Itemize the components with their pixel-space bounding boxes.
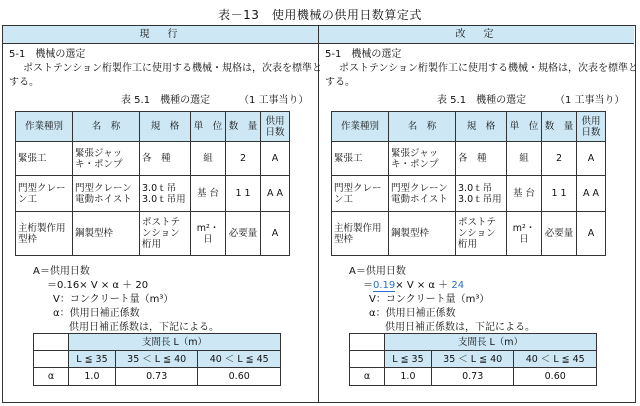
cell-days: A [577,142,606,176]
cell-spec: ポストテンション桁用 [140,212,191,256]
coef-symbol: α [34,368,69,386]
coef-value: 0.73 [115,368,198,386]
formula-alpha-note: 供用日補正係数は，下記による。 [69,322,219,333]
cell-work: 緊張工 [16,142,73,176]
cell-name: 緊張ジャッキ・ポンプ [73,142,140,176]
table-row [16,142,290,176]
cell-unit: 組 [507,142,542,176]
cell-spec: ポストテンション桁用 [456,212,507,256]
formula-alpha-def: α：供用日補正係数 [53,308,140,319]
formula-prefix: ＝ [47,280,57,291]
cell-spec: 3.0ｔ吊 3.0ｔ吊用 [140,176,191,212]
cell-days: A [261,212,290,256]
coefficient-table [33,333,281,386]
formula-coef: 0.16 [57,280,80,291]
col-header-spec: 規 格 [456,112,507,142]
paragraph-line-2: する。 [9,77,39,88]
cell-days: A A [577,176,606,212]
cell-work: 主桁製作用型枠 [16,212,73,256]
coef-blank [34,351,69,368]
cell-spec: 各 種 [140,142,191,176]
table-row [332,142,606,176]
cell-unit: 基 台 [191,176,226,212]
coef-corner [350,334,385,351]
section-heading: 5-1 機械の選定 [325,49,402,60]
panel-revised [319,26,639,402]
formula-coef-revised: 0.19 [373,280,396,291]
formula-alpha-def: α：供用日補正係数 [369,308,456,319]
formula-line-1: A＝供用日数 [349,266,406,277]
cell-spec: 各 種 [456,142,507,176]
formula-middle: × V × α ＋ [79,280,136,291]
panel-current [3,26,323,402]
cell-unit: 基 台 [507,176,542,212]
formula-line-2 [47,280,148,292]
cell-days: A [577,212,606,256]
col-header-spec: 規 格 [140,112,191,142]
cell-unit: m²・日 [507,212,542,256]
coef-corner [34,334,69,351]
coef-range: L ≦ 35 [385,351,432,368]
coef-symbol: α [350,368,385,386]
comparison-frame [2,25,639,403]
table-row [16,176,290,212]
formula-line-1: A＝供用日数 [33,266,90,277]
cell-qty: 2 [226,142,261,176]
col-header-unit: 単 位 [507,112,542,142]
cell-name: 緊張ジャッキ・ポンプ [389,142,456,176]
col-header-days: 供用日数 [261,112,290,142]
table-unit: （1 工事当り） [555,95,625,106]
cell-name: 門型クレーン 電動ホイスト [389,176,456,212]
coef-range: 35 ＜ L ≦ 40 [431,351,514,368]
cell-name: 鋼製型枠 [73,212,140,256]
cell-unit: 組 [191,142,226,176]
cell-qty: 2 [542,142,577,176]
col-header-name: 名 称 [389,112,456,142]
cell-name: 鋼製型枠 [389,212,456,256]
formula-alpha-note: 供用日補正係数は，下記による。 [385,322,535,333]
table-caption: 表 5.1 機種の選定 [437,95,527,106]
table-row [16,212,290,256]
col-header-unit: 単 位 [191,112,226,142]
cell-work: 門型クレーン工 [332,176,389,212]
machine-table [15,111,290,256]
cell-qty: 必要量 [542,212,577,256]
table-row [332,176,606,212]
coef-header: 支間長 L（m） [385,334,597,351]
section-heading: 5-1 機械の選定 [9,49,86,60]
col-header-qty: 数 量 [226,112,261,142]
cell-days: A [261,142,290,176]
document-title: 表－13 使用機械の供用日数算定式 [218,8,422,22]
formula-const-revised: 24 [451,280,465,291]
coef-value: 0.60 [514,368,597,386]
cell-name: 門型クレーン 電動ホイスト [73,176,140,212]
paragraph-line-1: ポストテンション桁製作工に使用する機械・規格は，次表を標準と [23,63,323,74]
cell-qty: 1 1 [226,176,261,212]
col-header-work: 作業種別 [16,112,73,142]
cell-unit: m²・日 [191,212,226,256]
cell-days: A A [261,176,290,212]
cell-qty: 必要量 [226,212,261,256]
formula-middle: × V × α ＋ [395,280,452,291]
cell-qty: 1 1 [542,176,577,212]
formula-const: 20 [135,280,149,291]
coef-range: L ≦ 35 [69,351,116,368]
paragraph-line-1: ポストテンション桁製作工に使用する機械・規格は，次表を標準と [339,63,639,74]
col-header-days: 供用日数 [577,112,606,142]
header-revised: 改 定 [319,26,634,44]
coef-value: 1.0 [385,368,432,386]
machine-table [331,111,606,256]
coef-value: 0.60 [198,368,281,386]
coef-value: 1.0 [69,368,116,386]
table-row [332,212,606,256]
paragraph-line-2: する。 [325,77,355,88]
formula-prefix: ＝ [363,280,373,291]
coef-range: 35 ＜ L ≦ 40 [115,351,198,368]
table-unit: （1 工事当り） [239,95,309,106]
formula-v-def: V：コンクリート量（m³） [369,294,490,305]
coef-value: 0.73 [431,368,514,386]
coef-range: 40 ＜ L ≦ 45 [514,351,597,368]
table-caption: 表 5.1 機種の選定 [121,95,211,106]
col-header-name: 名 称 [73,112,140,142]
cell-work: 主桁製作用型枠 [332,212,389,256]
coef-header: 支間長 L（m） [69,334,281,351]
header-current: 現 行 [3,26,318,44]
col-header-work: 作業種別 [332,112,389,142]
coefficient-table [349,333,597,386]
formula-line-2 [363,280,464,292]
cell-work: 緊張工 [332,142,389,176]
formula-v-def: V：コンクリート量（m³） [53,294,174,305]
coef-blank [350,351,385,368]
cell-spec: 3.0ｔ吊 3.0ｔ吊用 [456,176,507,212]
cell-work: 門型クレーン工 [16,176,73,212]
coef-range: 40 ＜ L ≦ 45 [198,351,281,368]
col-header-qty: 数 量 [542,112,577,142]
